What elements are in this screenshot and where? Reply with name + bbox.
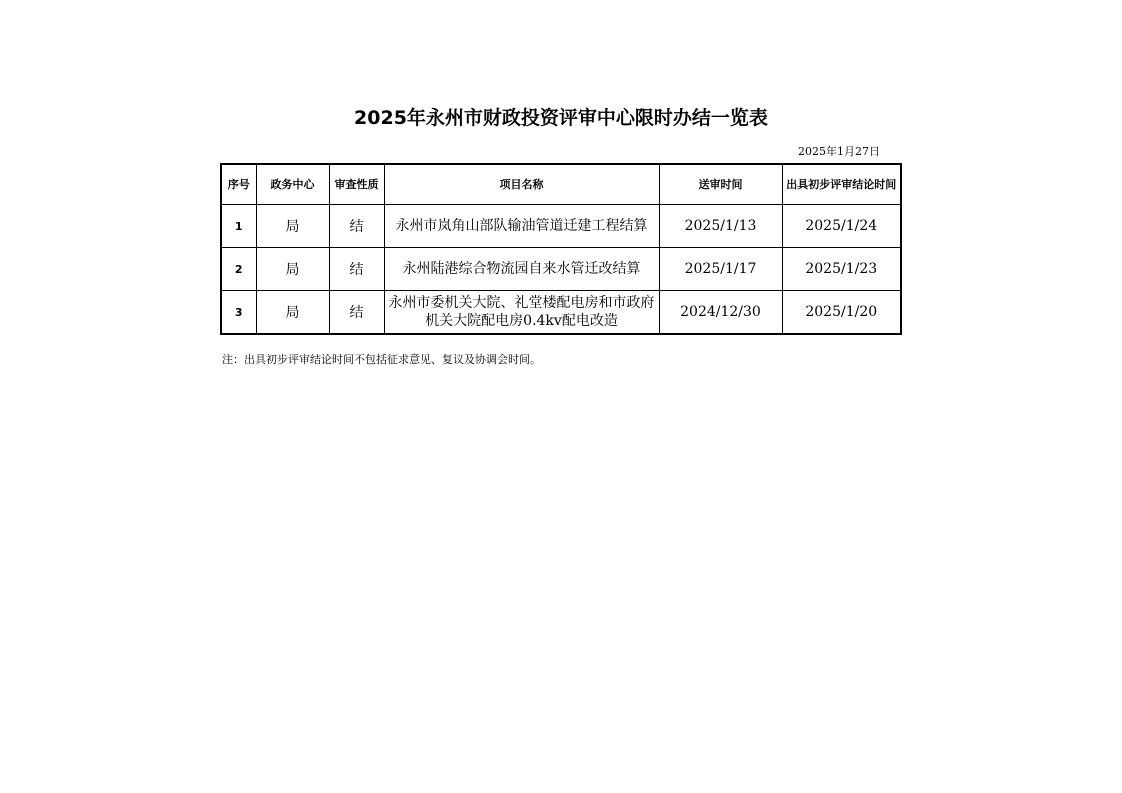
- cell-conclusion-date: 2025/1/20: [782, 291, 901, 335]
- column-header-center: 政务中心: [256, 164, 329, 205]
- cell-center: 局: [256, 205, 329, 248]
- footnote: 注：出具初步评审结论时间不包括征求意见、复议及协调会时间。: [222, 353, 541, 366]
- project-name-text: 永州市岚角山部队输油管道迁建工程结算: [395, 218, 648, 234]
- cell-submit-date: 2025/1/13: [659, 205, 782, 248]
- column-header-project-name: 项目名称: [384, 164, 659, 205]
- table-row: [221, 291, 901, 335]
- cell-project-name: [384, 291, 659, 335]
- cell-project-name: [384, 248, 659, 291]
- results-table: [220, 163, 902, 335]
- cell-review-type: 结: [329, 291, 384, 335]
- column-header-review-type: 审查性质: [329, 164, 384, 205]
- cell-conclusion-date: 2025/1/23: [782, 248, 901, 291]
- project-name-text: 永州陆港综合物流园自来水管迁改结算: [402, 261, 641, 277]
- cell-review-type: 结: [329, 205, 384, 248]
- cell-index: 3: [221, 291, 256, 335]
- cell-submit-date: 2024/12/30: [659, 291, 782, 335]
- cell-center: 局: [256, 291, 329, 335]
- cell-review-type: 结: [329, 248, 384, 291]
- cell-project-name: [384, 205, 659, 248]
- project-name-text: 永州市委机关大院、礼堂楼配电房和市政府机关大院配电房0.4kv配电改造: [388, 295, 655, 329]
- column-header-index: 序号: [221, 164, 256, 205]
- document-title: 2025年永州市财政投资评审中心限时办结一览表: [354, 107, 768, 129]
- table-row: [221, 205, 901, 248]
- cell-submit-date: 2025/1/17: [659, 248, 782, 291]
- cell-center: 局: [256, 248, 329, 291]
- table-header-row: [221, 164, 901, 205]
- column-header-conclusion-date: 出具初步评审结论时间: [782, 164, 901, 205]
- column-header-submit-date: 送审时间: [659, 164, 782, 205]
- cell-index: 1: [221, 205, 256, 248]
- table-row: [221, 248, 901, 291]
- document-date: 2025年1月27日: [798, 145, 880, 158]
- cell-index: 2: [221, 248, 256, 291]
- cell-conclusion-date: 2025/1/24: [782, 205, 901, 248]
